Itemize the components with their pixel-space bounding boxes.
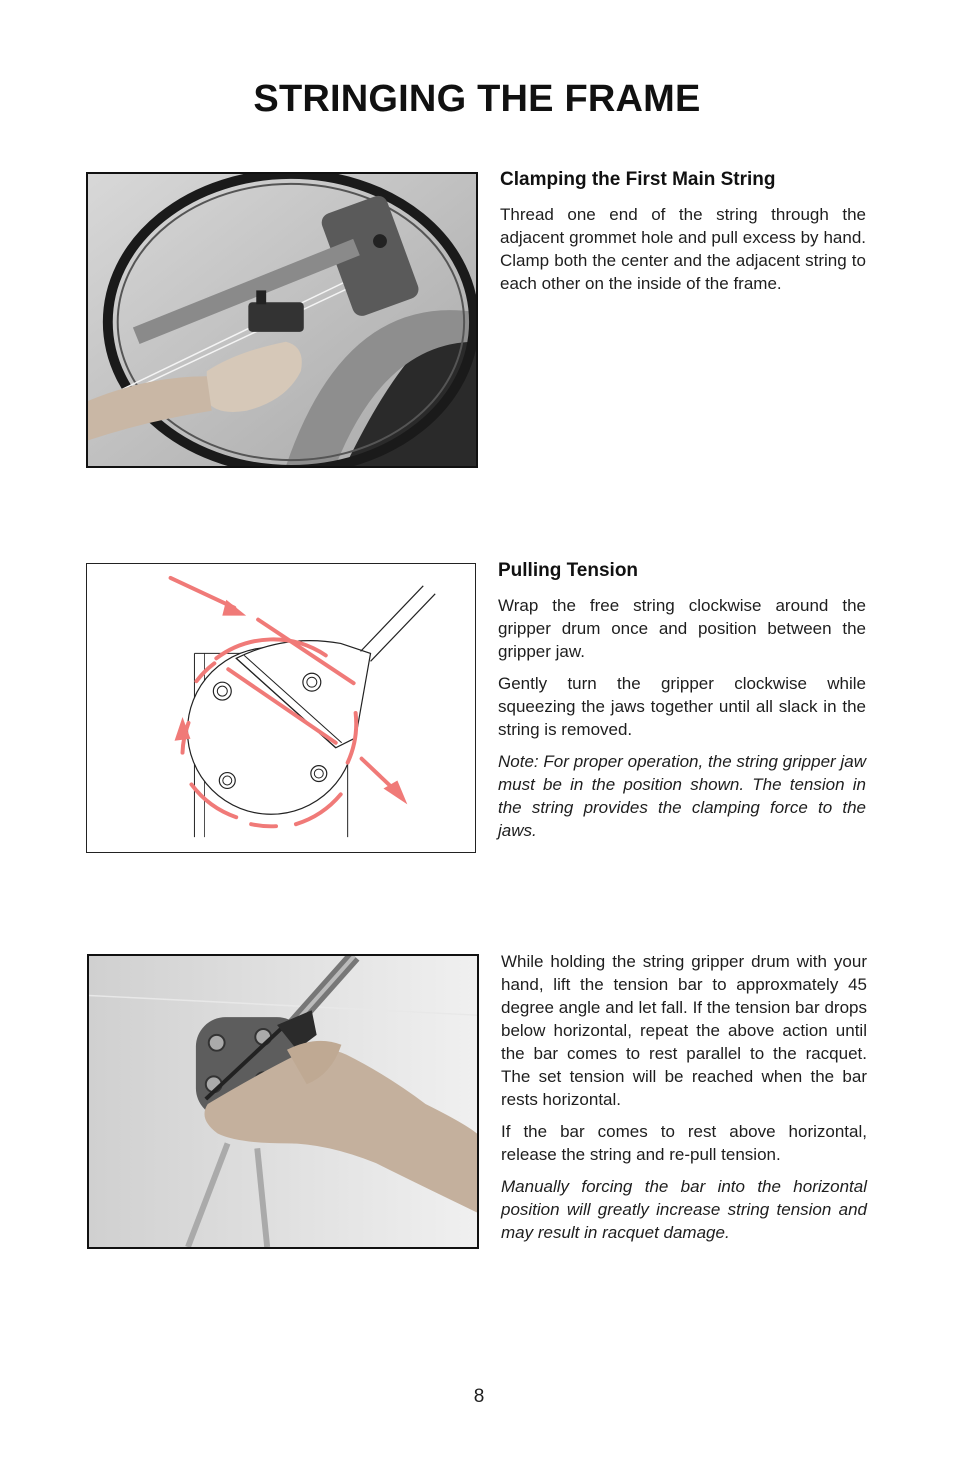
section-paragraph: If the bar comes to rest above horizontal, release the string and re-pull tension. [501,1122,867,1164]
section-paragraph: Gently turn the gripper clockwise while squeezing the jaws together until all slack in the string is removed. [498,674,866,739]
section-note: Manually forcing the bar into the horizontal position will greatly increase string tension and may result in racquet damage. [501,1177,867,1242]
section-tension-bar [501,950,867,1253]
section-paragraph: Thread one end of the string through the adjacent grommet hole and pull excess by hand. Clamp both the center and the adjacent string to each other on the inside of the frame. [500,205,866,293]
section-heading: Pulling Tension [498,560,639,581]
page-title: STRINGING THE FRAME [253,78,701,120]
section-pulling-tension [498,559,866,851]
tension-bar-photo [87,954,479,1249]
section-paragraph: Wrap the free string clockwise around the gripper drum once and position between the gripper jaw. [498,596,866,661]
page-number: 8 [473,1386,485,1407]
gripper-diagram [86,563,476,853]
clamping-photo [86,172,478,468]
section-note: Note: For proper operation, the string gripper jaw must be in the position shown. The tension in the string provides the clamping force to the jaws. [498,752,866,840]
section-heading: Clamping the First Main String [500,169,776,190]
section-clamping [500,168,866,304]
section-paragraph: While holding the string gripper drum with your hand, lift the tension bar to approxmately 45 degree angle and let fall. If the tension bar drops below horizontal, repeat the above action until the bar comes to rest parallel to the racquet. The set tension will be reached when the bar rests horizontal. [501,952,867,1109]
